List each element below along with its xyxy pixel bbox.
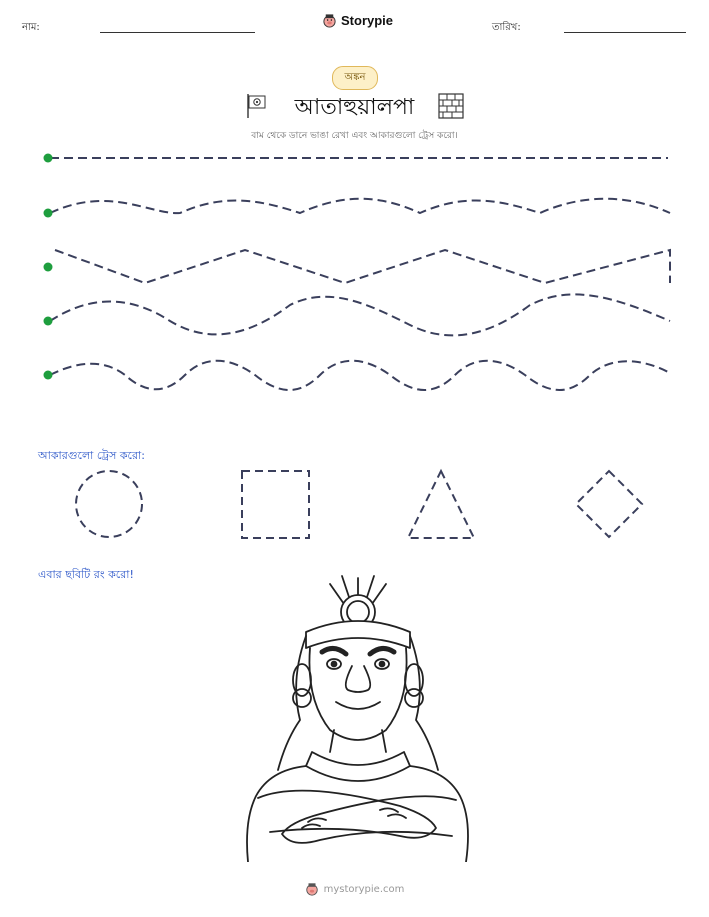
trace-shape-triangle[interactable] [408, 471, 474, 538]
trace-shape-diamond[interactable] [576, 471, 642, 537]
date-label: তারিখ: [492, 22, 521, 33]
category-badge: অঙ্কন [332, 66, 378, 90]
footer-url[interactable]: mystorypie.com [323, 883, 405, 895]
coloring-heading: এবার ছবিটি রং করো! [38, 568, 134, 581]
name-field[interactable] [100, 32, 255, 33]
start-dot [44, 317, 53, 326]
coloring-illustration[interactable] [230, 570, 480, 862]
page-title: আতাহুয়ালপা [294, 95, 415, 120]
date-field[interactable] [564, 32, 686, 33]
footer [0, 882, 709, 896]
stone-wall-icon [438, 93, 464, 119]
trace-shape-square[interactable] [242, 471, 309, 538]
trace-line-zigzag[interactable] [55, 250, 670, 283]
pig-mascot-icon [322, 13, 337, 28]
trace-line-curved[interactable] [50, 199, 670, 213]
pig-mascot-icon [305, 882, 319, 896]
start-dot [44, 371, 53, 380]
shapes-heading: আকারগুলো ট্রেস করো: [38, 449, 145, 462]
tracing-lines [0, 145, 709, 395]
trace-line-wavy-1[interactable] [50, 294, 670, 335]
brand-name: Storypie [341, 13, 394, 28]
tracing-shapes [0, 462, 709, 547]
start-dot [44, 263, 53, 272]
name-label: নাম: [22, 22, 40, 33]
start-dot [44, 209, 53, 218]
trace-line-wavy-2[interactable] [50, 361, 670, 390]
trace-shape-circle[interactable] [76, 471, 142, 537]
brand-logo [322, 13, 393, 28]
start-dot [44, 154, 53, 163]
instructions: বাম থেকে ডানে ভাঙা রেখা এবং আকারগুলো ট্রেস করো। [251, 131, 458, 141]
